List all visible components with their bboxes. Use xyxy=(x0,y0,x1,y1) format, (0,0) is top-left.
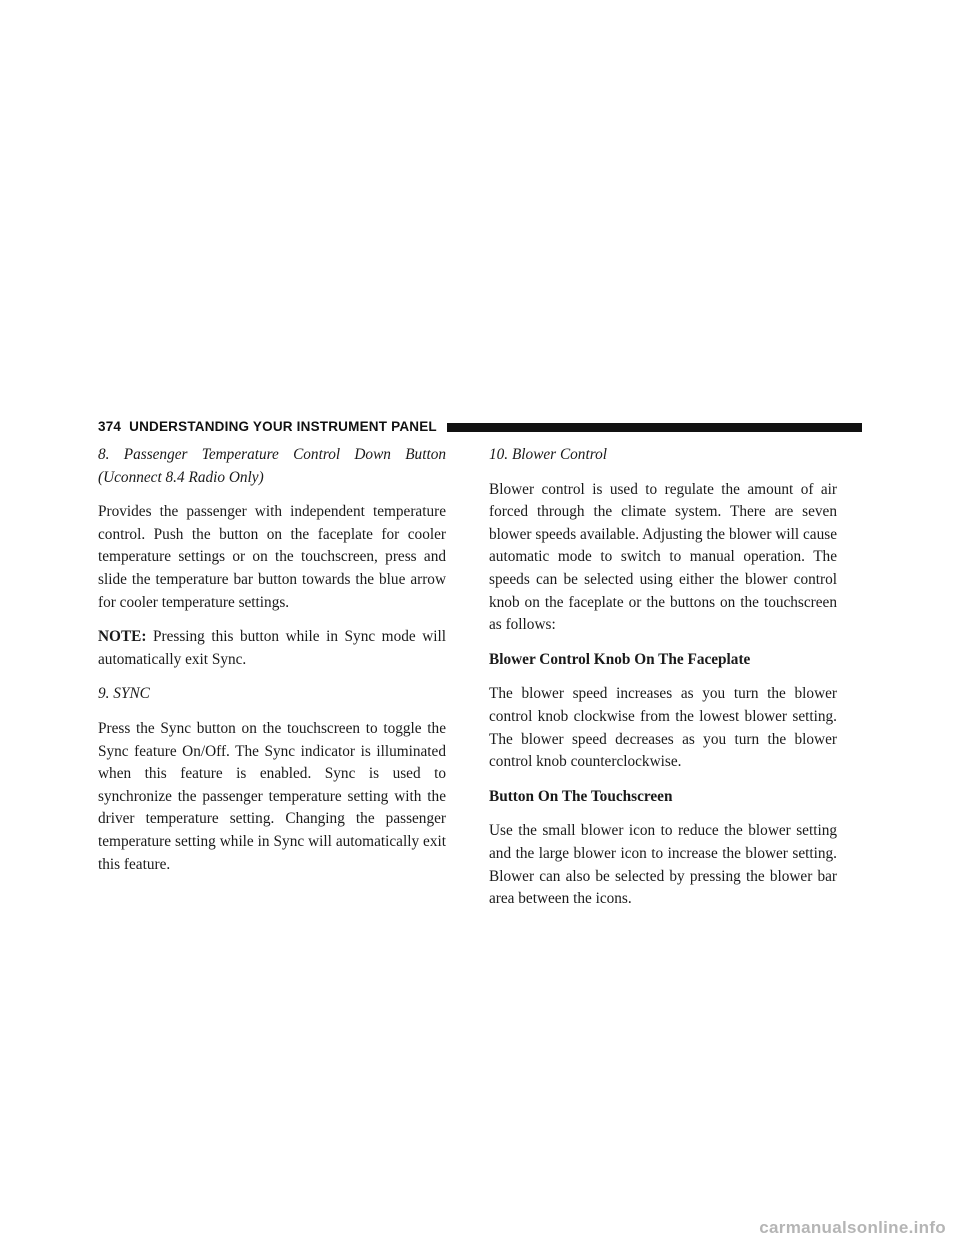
page-header xyxy=(98,416,862,436)
paragraph-touchscreen-button: Use the small blower icon to reduce the blower setting and the large blower icon to increase the blower setting. Blower can also be selected by pressing the blower bar area between the icons. xyxy=(489,822,837,908)
left-column xyxy=(98,444,446,888)
paragraph-passenger-temp-down: Provides the passenger with independent temperature control. Push the button on the faceplate for cooler temperature settings or on the touchscreen, press and slide the temperature bar button towards the blue arrow for cooler temperature settings. xyxy=(98,503,446,611)
subheading-blower-knob: Blower Control Knob On The Faceplate xyxy=(489,650,751,668)
header-rule xyxy=(447,423,862,432)
section-title: UNDERSTANDING YOUR INSTRUMENT PANEL xyxy=(129,418,437,434)
right-column xyxy=(489,444,837,923)
paragraph-blower-control: Blower control is used to regulate the amount of air forced through the climate system. There are seven blower speeds available. Adjusting the blower will cause automatic mode to switch to manual operation. The speeds can be selected using either the blower control knob on the faceplate or the buttons on the touchscreen as follows: xyxy=(489,480,837,634)
heading-blower-control: 10. Blower Control xyxy=(489,446,607,463)
heading-passenger-temp-down: 8. Passenger Temperature Control Down Button (Uconnect 8.4 Radio Only) xyxy=(98,446,446,486)
note-label: NOTE: xyxy=(98,628,147,646)
note-paragraph xyxy=(98,626,446,671)
heading-sync: 9. SYNC xyxy=(98,685,150,703)
watermark: carmanualsonline.info xyxy=(759,1218,946,1237)
note-text: Pressing this button while in Sync mode will automatically exit Sync. xyxy=(98,628,446,668)
paragraph-blower-knob: The blower speed increases as you turn the blower control knob clockwise from the lowest blower setting. The blower speed decreases as you turn the blower control knob counterclockwise. xyxy=(489,685,837,771)
page-number: 374 xyxy=(98,418,122,434)
subheading-touchscreen-button: Button On The Touchscreen xyxy=(489,787,673,805)
paragraph-sync: Press the Sync button on the touchscreen to toggle the Sync feature On/Off. The Sync indicator is illuminated when this feature is enabled. Sync is used to synchronize the passenger temperature setting with the driver temperature setting. Changing the passenger temperature setting while in Sync will automatically exit this feature. xyxy=(98,719,446,873)
